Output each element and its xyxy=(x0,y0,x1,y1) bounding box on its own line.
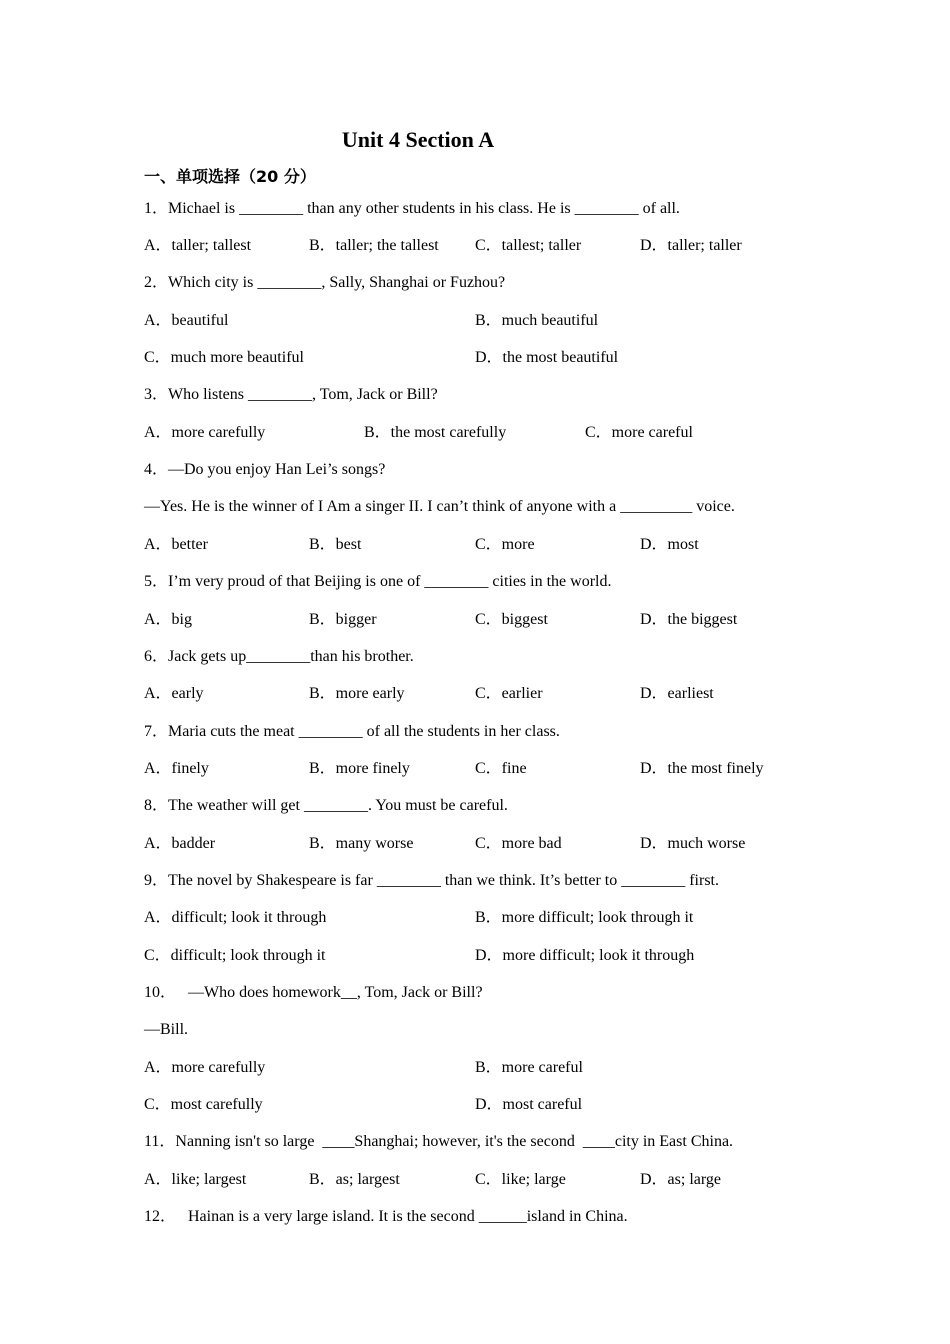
question-6-option-d: D．earliest xyxy=(640,685,714,702)
question-9-option-a: A．difficult; look it through xyxy=(144,909,327,926)
question-2-option-b: B．much beautiful xyxy=(475,312,599,329)
question-4-option-a: A．better xyxy=(144,536,208,553)
question-10-option-c: C．most carefully xyxy=(144,1096,263,1113)
question-7-stem: 7．Maria cuts the meat ________ of all the students in her class. xyxy=(144,723,560,740)
question-2-option-c: C．much more beautiful xyxy=(144,349,304,366)
page-title: Unit 4 Section A xyxy=(341,127,495,152)
question-5-option-b: B．bigger xyxy=(309,611,377,628)
question-5-stem: 5．I’m very proud of that Beijing is one of ________ cities in the world. xyxy=(144,573,612,590)
question-7-option-a: A．finely xyxy=(144,760,209,777)
question-9-option-b: B．more difficult; look through it xyxy=(475,909,694,926)
question-4-stem-reply: —Yes. He is the winner of I Am a singer II. I can’t think of anyone with a _________ voice. xyxy=(144,498,735,515)
question-10-option-b: B．more careful xyxy=(475,1059,583,1076)
question-1-option-b: B．taller; the tallest xyxy=(309,237,439,254)
question-5-option-c: C．biggest xyxy=(475,611,548,628)
question-1-option-a: A．taller; tallest xyxy=(144,237,252,254)
question-4-option-b: B．best xyxy=(309,536,362,553)
question-4-option-d: D．most xyxy=(640,536,699,553)
question-1-stem: 1．Michael is ________ than any other students in his class. He is ________ of all. xyxy=(144,200,680,217)
question-12-stem: 12． Hainan is a very large island. It is the second ______island in China. xyxy=(144,1208,628,1225)
question-5-option-d: D．the biggest xyxy=(640,611,738,628)
question-11-option-a: A．like; largest xyxy=(144,1171,247,1188)
question-11-option-b: B．as; largest xyxy=(309,1171,400,1188)
question-6-option-c: C．earlier xyxy=(475,685,543,702)
question-7-option-d: D．the most finely xyxy=(640,760,764,777)
question-1-option-c: C．tallest; taller xyxy=(475,237,582,254)
question-6-option-a: A．early xyxy=(144,685,204,702)
question-3-option-c: C．more careful xyxy=(585,424,693,441)
question-2-option-d: D．the most beautiful xyxy=(475,349,619,366)
question-8-option-b: B．many worse xyxy=(309,835,414,852)
question-8-option-c: C．more bad xyxy=(475,835,562,852)
question-6-option-b: B．more early xyxy=(309,685,405,702)
question-7-option-b: B．more finely xyxy=(309,760,410,777)
question-2-option-a: A．beautiful xyxy=(144,312,229,329)
question-7-option-c: C．fine xyxy=(475,760,527,777)
question-3-option-b: B．the most carefully xyxy=(364,424,507,441)
section-heading: 一、单项选择（20 分） xyxy=(144,167,316,186)
question-11-stem: 11．Nanning isn't so large ____Shanghai; however, it's the second ____city in East China. xyxy=(144,1133,734,1150)
question-10-stem: 10． —Who does homework__, Tom, Jack or Bill? xyxy=(144,984,483,1001)
question-3-stem: 3．Who listens ________, Tom, Jack or Bill? xyxy=(144,386,438,403)
question-10-stem-reply: —Bill. xyxy=(144,1021,189,1038)
question-11-option-d: D．as; large xyxy=(640,1171,722,1188)
question-6-stem: 6．Jack gets up________than his brother. xyxy=(144,648,414,665)
question-2-stem: 2．Which city is ________, Sally, Shanghai or Fuzhou? xyxy=(144,274,506,291)
question-8-option-d: D．much worse xyxy=(640,835,746,852)
question-10-option-d: D．most careful xyxy=(475,1096,583,1113)
question-11-option-c: C．like; large xyxy=(475,1171,566,1188)
question-1-option-d: D．taller; taller xyxy=(640,237,742,254)
question-3-option-a: A．more carefully xyxy=(144,424,266,441)
question-9-option-d: D．more difficult; look it through xyxy=(475,947,695,964)
question-4-option-c: C．more xyxy=(475,536,535,553)
question-5-option-a: A．big xyxy=(144,611,193,628)
question-8-stem: 8．The weather will get ________. You must be careful. xyxy=(144,797,508,814)
question-4-stem: 4．—Do you enjoy Han Lei’s songs? xyxy=(144,461,386,478)
question-9-option-c: C．difficult; look through it xyxy=(144,947,326,964)
question-10-option-a: A．more carefully xyxy=(144,1059,266,1076)
question-9-stem: 9．The novel by Shakespeare is far ________ than we think. It’s better to ________ first. xyxy=(144,872,719,889)
question-8-option-a: A．badder xyxy=(144,835,216,852)
